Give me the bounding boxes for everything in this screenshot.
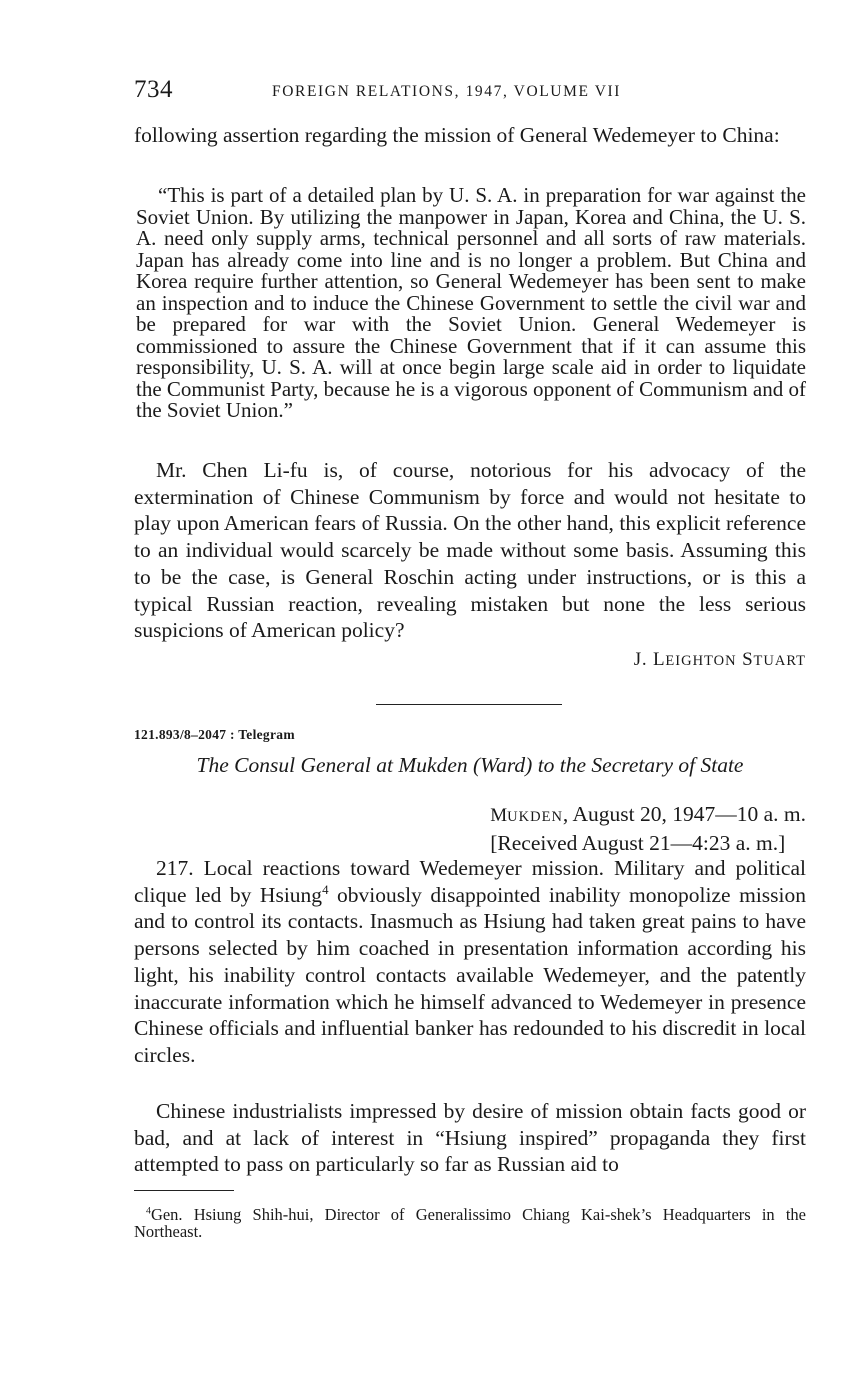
- telegram-paragraph-2: Chinese industrialists impressed by desire of mission obtain facts good or bad, and at lack of interest in “Hsiung inspired” propaganda they first attempted to pass on particularly so far as Russian aid to: [134, 1099, 806, 1177]
- footnote-marker: 4: [146, 1205, 151, 1217]
- footnote-text: Gen. Hsiung Shih-hui, Director of Generalissimo Chiang Kai-shek’s Headquarters in the Northeast.: [134, 1205, 806, 1241]
- dateline-received: [Received August 21—4:23 a. m.]: [490, 831, 786, 855]
- telegram-paragraph-1-rest: obviously disappointed inability monopolize mission and to control its contacts. Inasmuch as Hsiung had taken great pains to have persons selected by him coached in presentation information according his light, his inability control contacts available Wedemeyer, and the patently inaccurate information which he himself advanced to Wedemeyer in presence Chinese officials and influential banker has redounded to his discredit in local circles.: [134, 882, 806, 1067]
- section-divider: [376, 704, 562, 705]
- telegram-paragraph-1: [134, 855, 806, 1069]
- commentary-paragraph: Mr. Chen Li-fu is, of course, notorious for his advocacy of the extermination of Chinese Communism by force and would not hesitate to play upon American fears of Russia. On the other hand, this explicit reference to an individual would scarcely be made without some basis. Assuming this to be the case, is General Roschin acting under instructions, or is this a typical Russian reaction, revealing mistaken but none the less serious suspicions of American policy?: [134, 458, 806, 643]
- dateline-place-rest: UKDEN: [507, 809, 563, 825]
- signature-last-rest: TUART: [753, 653, 806, 669]
- page-header: [134, 76, 806, 106]
- signature: [634, 649, 806, 671]
- quoted-statement: “This is part of a detailed plan by U. S. A. in preparation for war against the Soviet Union. By utilizing the manpower in Japan, Korea and China, the U. S. A. need only supply arms, technical personnel and all sorts of raw materials. Japan has already come into line and is no longer a problem. But China and Korea require further attention, so General Wedemeyer has been sent to make an inspection and to induce the Chinese Government to settle the civil war and be prepared for war with the Soviet Union. General Wedemeyer is commissioned to assure the Chinese Government that if it can assume this responsibility, U. S. A. will at once begin large scale aid in order to liquidate the Communist Party, because he is a vigorous opponent of Communism and of the Soviet Union.”: [136, 183, 806, 422]
- footnote-divider: [134, 1190, 234, 1191]
- dateline-sent: [490, 801, 806, 830]
- signature-first-cap: L: [653, 649, 666, 670]
- document-reference: 121.893/8–2047 : Telegram: [134, 727, 295, 742]
- dateline: [490, 801, 806, 856]
- signature-initial: J.: [633, 649, 648, 670]
- running-head: FOREIGN RELATIONS, 1947, VOLUME VII: [272, 83, 622, 100]
- signature-first-rest: EIGHTON: [665, 653, 737, 669]
- footnote: [134, 1206, 806, 1240]
- telegram-paragraph-1-start: 217. Local reactions toward Wedemeyer mission. Military and political clique led by Hsiung: [134, 856, 806, 907]
- document-title: The Consul General at Mukden (Ward) to the Secretary of State: [196, 753, 744, 777]
- dateline-date: , August 20, 1947—10 a. m.: [562, 802, 806, 826]
- footnote-reference: 4: [322, 882, 329, 897]
- page-number: 734: [134, 76, 173, 103]
- continuation-paragraph: following assertion regarding the mission of General Wedemeyer to China:: [134, 123, 780, 147]
- signature-last-cap: S: [742, 649, 754, 670]
- dateline-place-cap: M: [490, 805, 508, 826]
